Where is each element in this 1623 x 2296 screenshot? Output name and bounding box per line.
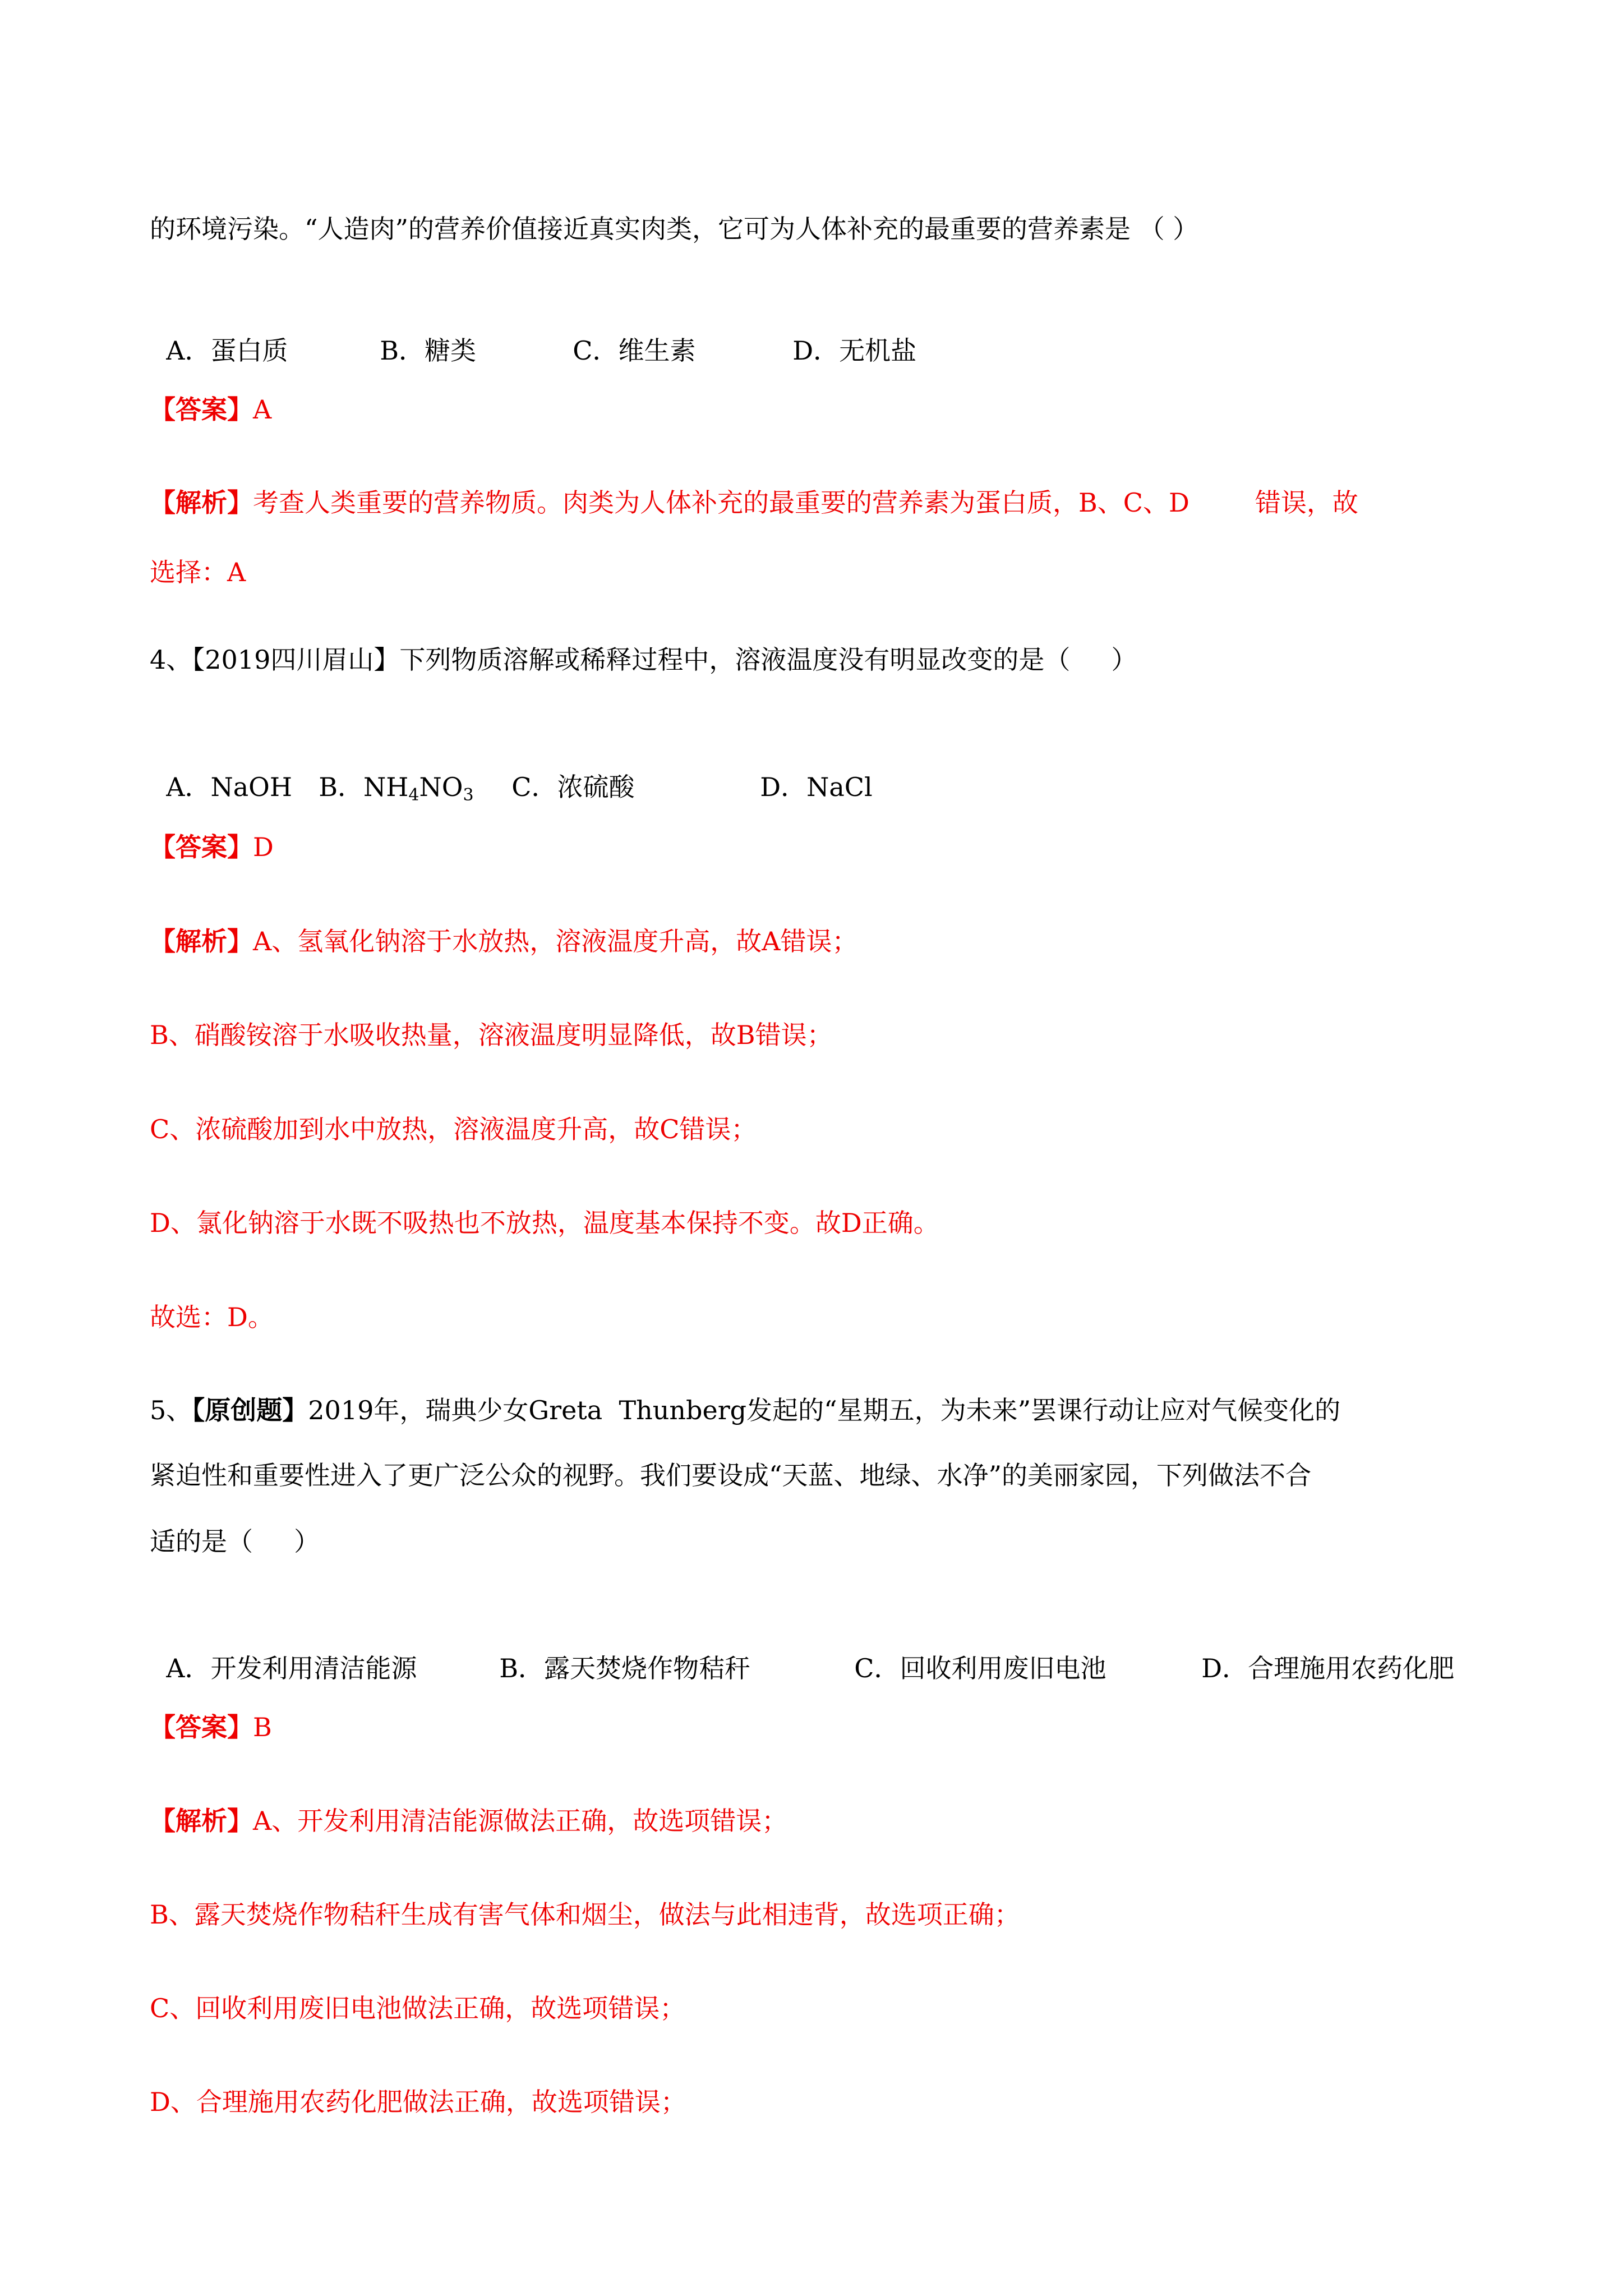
q3-answer (150, 393, 271, 426)
q4-option-c: C．浓硫酸 (511, 772, 635, 802)
q5-analysis-d: D、合理施用农药化肥做法正确，故选项错误； (150, 2087, 686, 2117)
q5-analysis-b: B、露天焚烧作物秸秆生成有害气体和烟尘，做法与此相违背，故选项正确； (150, 1899, 1020, 1930)
q5-analysis-c: C、回收利用废旧电池做法正确，故选项错误； (150, 1993, 686, 2023)
q5-answer (150, 1710, 272, 1744)
q3-stem-tail: 的环境污染。“人造肉”的营养价值接近真实肉类，它可为人体补充的最重要的营养素是 （ ） (150, 214, 1199, 244)
q3-analysis-line1 (150, 486, 1358, 519)
q4-option-b: B．$NH_4NO_3$ (319, 772, 474, 805)
q4-analysis-a (150, 924, 857, 958)
q5-option-b: B．露天焚烧作物秸秆 (499, 1653, 751, 1683)
analysis-label: 【解析】 (150, 487, 253, 518)
q5-options (150, 1618, 1454, 1685)
analysis-label: 【解析】 (150, 926, 253, 956)
q4-analysis-c: C、浓硫酸加到水中放热，溶液温度升高，故C错误； (150, 1114, 757, 1144)
answer-label: 【答案】 (150, 832, 253, 862)
answer-label: 【答案】 (150, 1712, 253, 1742)
q3-analysis-line2: 选择：A (150, 557, 246, 587)
analysis-label: 【解析】 (150, 1806, 253, 1836)
analysis-text: A、氢氧化钠溶于水放热，溶液温度升高，故A错误； (253, 926, 858, 956)
q5-stem-line3: 适的是（ ） (150, 1526, 320, 1557)
q4-options (150, 737, 873, 804)
q3-option-d: D．无机盐 (792, 335, 917, 366)
q4-option-d: D．NaCl (760, 772, 873, 802)
q3-option-c: C．维生素 (573, 335, 696, 366)
answer-label: 【答案】 (150, 394, 253, 425)
answer-value: D (253, 832, 274, 862)
analysis-text: 考查人类重要的营养物质。肉类为人体补充的最重要的营养素为蛋白质，B、C、D 错误，故 (253, 487, 1358, 518)
q4-analysis-b: B、硝酸铵溶于水吸收热量，溶液温度明显降低，故B错误； (150, 1020, 833, 1050)
q5-option-d: D．合理施用农药化肥 (1201, 1653, 1455, 1683)
q4-stem: 4、【2019四川眉山】下列物质溶解或稀释过程中，溶液温度没有明显改变的是（ ） (150, 645, 1137, 675)
q5-option-c: C．回收利用废旧电池 (854, 1653, 1106, 1683)
q5-stem-line2: 紧迫性和重要性进入了更广泛公众的视野。我们要设成“天蓝、地绿、水净”的美丽家园，下列做法不合 (150, 1460, 1312, 1490)
q3-options (150, 300, 916, 367)
q4-answer (150, 830, 274, 864)
q3-option-a: A．蛋白质 (166, 335, 288, 366)
analysis-text: A、开发利用清洁能源做法正确，故选项错误； (253, 1806, 788, 1836)
answer-value: B (253, 1712, 272, 1742)
q5-analysis-a (150, 1804, 787, 1838)
question-number: 5、 (150, 1395, 192, 1425)
q4-option-a: A．NaOH (166, 772, 292, 802)
answer-value: A (253, 394, 272, 425)
q3-option-b: B．糖类 (380, 335, 477, 366)
q5-option-a: A．开发利用清洁能源 (166, 1653, 417, 1683)
q4-analysis-d: D、氯化钠溶于水既不吸热也不放热，温度基本保持不变。故D正确。 (150, 1208, 939, 1238)
q4-conclusion: 故选：D。 (150, 1302, 274, 1332)
stem-text: 2019年，瑞典少女Greta Thunberg发起的“星期五，为未来”罢课行动让应对气候变化的 (308, 1395, 1341, 1425)
q5-stem-line1 (150, 1393, 1340, 1427)
question-tag: 【原创题】 (192, 1395, 308, 1425)
